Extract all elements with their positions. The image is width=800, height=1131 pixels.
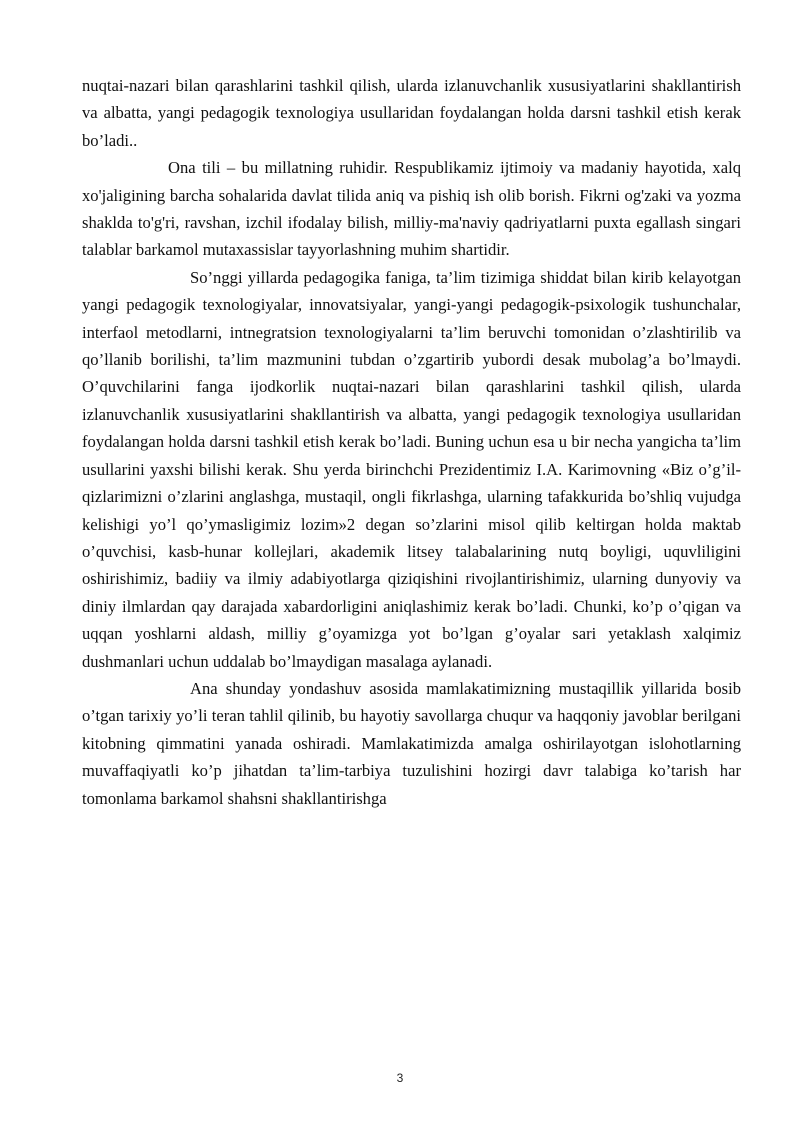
paragraph-4: Ana shunday yondashuv asosida mamlakatimizning mustaqillik yillarida bosib o’tgan tarixiy yo’li teran tahlil qilinib, bu hayotiy savollarga chuqur va haqqoniy javoblar berilgani kitobning qimmatini yanada oshiradi. Mamlakatimizda amalga oshirilayotgan islohotlarning muvaffaqiyatli ko’p jihatdan ta’lim-tarbiya tuzulishini hozirgi davr talabiga ko’tarish har tomonlama barkamol shahsni shakllantirishga [82, 678, 741, 808]
paragraph-3: So’nggi yillarda pedagogika faniga, ta’lim tizimiga shiddat bilan kirib kelayotgan yangi pedagogik texnologiyalar, innovatsiyalar, yangi-yangi pedagogik-psixologik tushunchalar, interfaol metodlarni, intnegratsion texnologiyalarni ta’lim beruvchi tomonidan o’zlashtirilib va qo’llanib borilishi, ta’lim mazmunini tubdan o’zgartirib yubordi desak mubolag’a bo’lmaydi. O’quvchilarini fanga ijodkorlik nuqtai-nazari bilan qarashlarini tashkil qilish, ularda izlanuvchanlik xususiyatlarini shakllantirish va albatta, yangi pedagogik texnologiya usullaridan foydalangan holda darsni tashkil etish kerak bo’ladi. Buning uchun esa u bir necha yangicha ta’lim usullarini yaxshi bilishi kerak. Shu yerda birinchchi Prezidentimiz I.A. Karimovning «Biz o’g’il-qizlarimizni o’zlarini anglashga, mustaqil, ongli fikrlashga, ularning tafakkurida bo’shliq vujudga kelishigi yo’l qo’ymasligimiz lozim»2 degan so’zlarini misol qilib keltirgan holda maktab o’quvchisi, kasb-hunar kollejlari, akademik litsey talabalarining nutq boyligi, uquvliligini oshirishimiz, badiiy va ilmiy adabiyotlarga qiziqishini rivojlantirishimiz, ularning dunyoviy va diniy ilmlardan qay darajada xabardorligini aniqlashimiz kerak bo’ladi. Chunki, ko’p o’qigan va uqqan yoshlarni aldash, milliy g’oyamizga yot bo’lgan g’oyalar sari yetaklash xalqimiz dushmanlari uchun uddalab bo’lmaydigan masalaga aylanadi. [82, 267, 741, 671]
body-text [82, 72, 741, 812]
paragraph-1: nuqtai-nazari bilan qarashlarini tashkil qilish, ularda izlanuvchanlik xususiyatlarini shakllantirish va albatta, yangi pedagogik texnologiya usullaridan foydalangan holda darsni tashkil etish kerak bo’ladi.. [82, 76, 741, 150]
page-number: 3 [396, 1071, 404, 1085]
paragraph-2: Ona tili – bu millatning ruhidir. Respublikamiz ijtimoiy va madaniy hayotida, xalq xo'jaligining barcha sohalarida davlat tilida aniq va pishiq ish olib borish. Fikrni og'zaki va yozma shaklda to'g'ri, ravshan, izchil ifodalay bilish, milliy-ma'naviy qadriyatlarni puxta egallash singari talablar barkamol mutaxassislar tayyorlashning muhim shartidir. [82, 158, 741, 260]
